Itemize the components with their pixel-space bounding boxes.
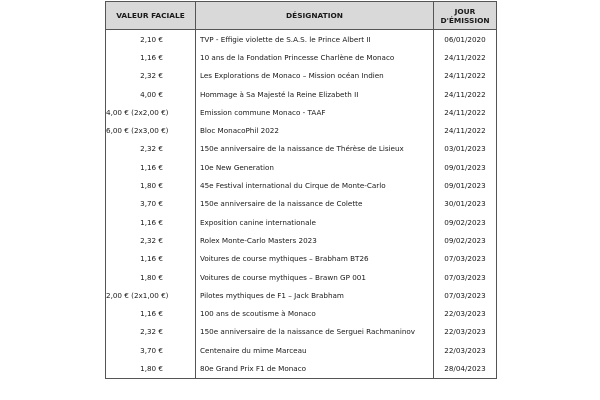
issue-date-cell: 24/11/2022 [434,67,497,85]
stamp-issues-table [105,1,497,379]
face-value-cell: 1,80 € [106,268,196,286]
stamp-issues-table-container [105,1,496,379]
designation-cell: Centenaire du mime Marceau [196,341,434,359]
issue-date-cell: 09/01/2023 [434,158,497,176]
designation-cell: TVP - Effigie violette de S.A.S. le Prince Albert II [196,30,434,49]
designation-cell: Bloc MonacoPhil 2022 [196,121,434,139]
table-row [106,85,497,103]
face-value-cell: 2,32 € [106,67,196,85]
designation-cell: 150e anniversaire de la naissance de Serguei Rachmaninov [196,323,434,341]
table-row [106,30,497,49]
face-value-cell: 1,16 € [106,48,196,66]
issue-date-cell: 09/02/2023 [434,231,497,249]
header-issue-date [434,2,497,30]
issue-date-cell: 22/03/2023 [434,323,497,341]
issue-date-cell: 24/11/2022 [434,85,497,103]
header-designation: DÉSIGNATION [196,2,434,30]
issue-date-cell: 30/01/2023 [434,195,497,213]
issue-date-cell: 09/01/2023 [434,176,497,194]
issue-date-cell: 07/03/2023 [434,250,497,268]
issue-date-cell: 03/01/2023 [434,140,497,158]
issue-date-cell: 09/02/2023 [434,213,497,231]
table-row [106,304,497,322]
table-row [106,140,497,158]
face-value-cell: 2,00 € (2x1,00 €) [106,286,196,304]
issue-date-cell: 22/03/2023 [434,304,497,322]
face-value-cell: 3,70 € [106,341,196,359]
table-row [106,48,497,66]
header-face-value: VALEUR FACIALE [106,2,196,30]
table-row [106,121,497,139]
issue-date-cell: 22/03/2023 [434,341,497,359]
issue-date-cell: 24/11/2022 [434,103,497,121]
designation-cell: Rolex Monte-Carlo Masters 2023 [196,231,434,249]
designation-cell: Pilotes mythiques de F1 – Jack Brabham [196,286,434,304]
table-row [106,359,497,378]
face-value-cell: 3,70 € [106,195,196,213]
face-value-cell: 2,32 € [106,323,196,341]
issue-date-cell: 24/11/2022 [434,48,497,66]
issue-date-cell: 28/04/2023 [434,359,497,378]
header-issue-date-line2: D'ÉMISSION [440,15,490,25]
designation-cell: Voitures de course mythiques – Brabham BT26 [196,250,434,268]
designation-cell: 45e Festival international du Cirque de Monte-Carlo [196,176,434,194]
issue-date-cell: 06/01/2020 [434,30,497,49]
designation-cell: 80e Grand Prix F1 de Monaco [196,359,434,378]
designation-cell: 150e anniversaire de la naissance de Thérèse de Lisieux [196,140,434,158]
header-issue-date-line1: JOUR [454,6,476,16]
table-row [106,176,497,194]
face-value-cell: 1,16 € [106,213,196,231]
face-value-cell: 1,16 € [106,304,196,322]
face-value-cell: 1,80 € [106,359,196,378]
designation-cell: 150e anniversaire de la naissance de Colette [196,195,434,213]
issue-date-cell: 07/03/2023 [434,268,497,286]
face-value-cell: 1,16 € [106,250,196,268]
designation-cell: Exposition canine internationale [196,213,434,231]
designation-cell: 10e New Generation [196,158,434,176]
face-value-cell: 4,00 € (2x2,00 €) [106,103,196,121]
face-value-cell: 2,32 € [106,231,196,249]
face-value-cell: 2,10 € [106,30,196,49]
table-row [106,286,497,304]
designation-cell: Hommage à Sa Majesté la Reine Elizabeth II [196,85,434,103]
table-row [106,158,497,176]
designation-cell: 100 ans de scoutisme à Monaco [196,304,434,322]
table-header-row [106,2,497,30]
face-value-cell: 4,00 € [106,85,196,103]
table-row [106,67,497,85]
table-row [106,103,497,121]
designation-cell: 10 ans de la Fondation Princesse Charlène de Monaco [196,48,434,66]
face-value-cell: 6,00 € (2x3,00 €) [106,121,196,139]
face-value-cell: 1,80 € [106,176,196,194]
designation-cell: Voitures de course mythiques – Brawn GP 001 [196,268,434,286]
table-row [106,213,497,231]
table-row [106,323,497,341]
table-row [106,231,497,249]
issue-date-cell: 24/11/2022 [434,121,497,139]
face-value-cell: 2,32 € [106,140,196,158]
table-row [106,341,497,359]
designation-cell: Les Explorations de Monaco – Mission océan Indien [196,67,434,85]
table-row [106,195,497,213]
designation-cell: Emission commune Monaco - TAAF [196,103,434,121]
face-value-cell: 1,16 € [106,158,196,176]
table-row [106,268,497,286]
table-row [106,250,497,268]
issue-date-cell: 07/03/2023 [434,286,497,304]
